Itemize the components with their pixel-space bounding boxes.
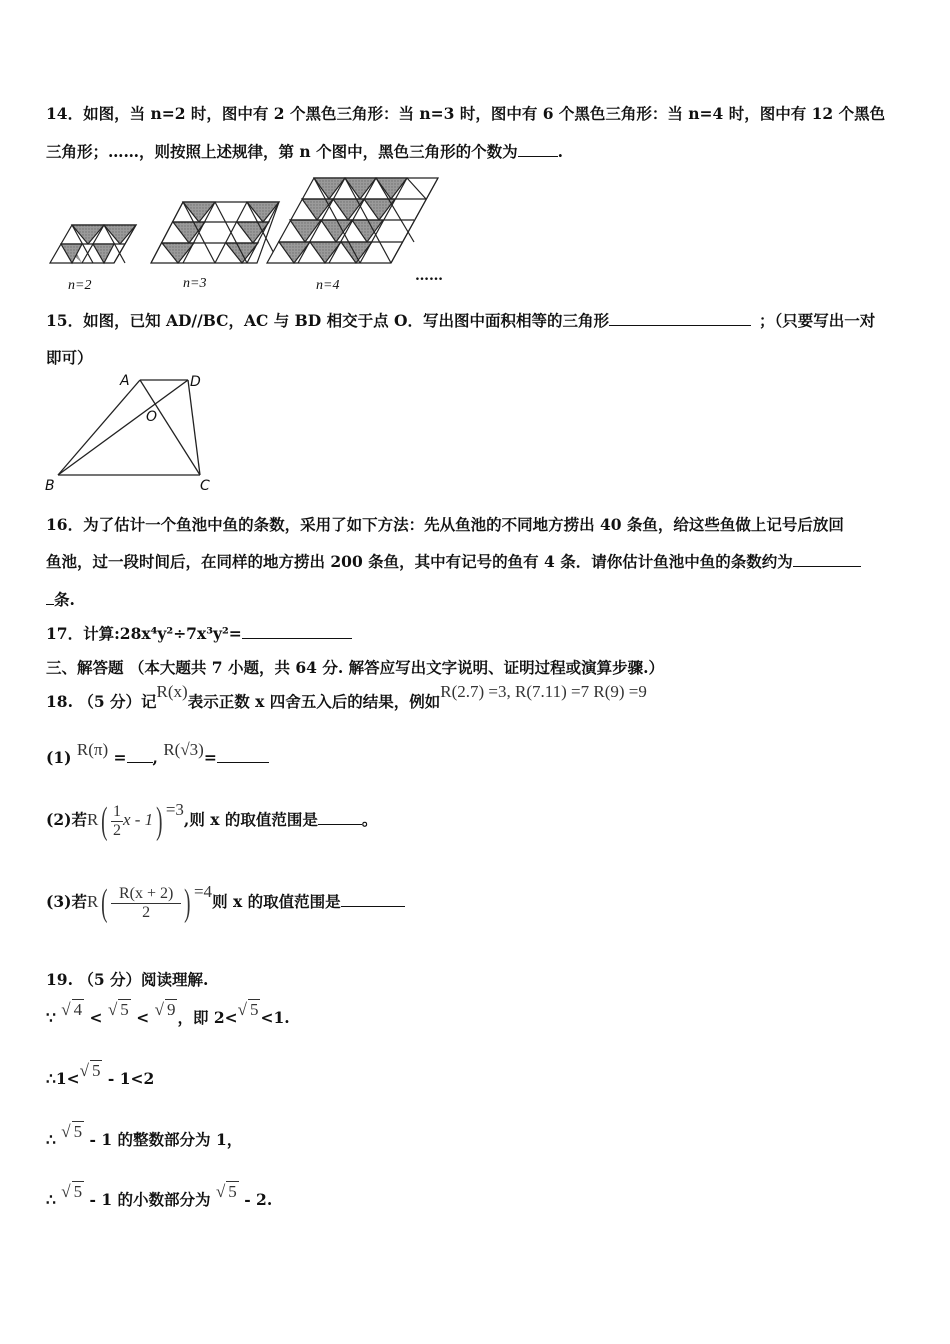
- figure-n4: [267, 178, 438, 263]
- q18-p2-x: x - 1: [122, 810, 154, 829]
- because-symbol: ∵: [46, 1008, 56, 1027]
- q17-expression: 28x⁴y²÷7x³y²=: [119, 624, 242, 643]
- q18-p2-blank: [318, 810, 362, 825]
- q18-p3-blank: [341, 892, 405, 907]
- q14-line-1: 14．如图，当 n=2 时，图中有 2 个黑色三角形：当 n=3 时，图中有 6 个黑色三角形：当 n=4 时，图中有 12 个黑色: [46, 104, 886, 123]
- sqrt-4: √ 4: [61, 1000, 83, 1019]
- sqrt-5-d-radicand: 5: [73, 1122, 83, 1141]
- q19-l4-end: - 2.: [244, 1190, 273, 1209]
- figure-ellipsis: ……: [415, 268, 443, 284]
- q19-l4-pre: ∴: [46, 1190, 56, 1209]
- q18-part-3: [46, 884, 405, 922]
- q16-answer-blank-b: [46, 590, 54, 605]
- sqrt-5-f: √ 5: [215, 1182, 237, 1201]
- q18-p3-R: R: [86, 892, 99, 911]
- q15-trapezoid-figure: [40, 370, 230, 495]
- q19-l2-end: - 1<2: [107, 1069, 155, 1088]
- left-paren: (: [101, 882, 108, 924]
- q14-answer-blank: [518, 142, 558, 157]
- q19-title: 19. （5 分）阅读理解.: [46, 970, 209, 989]
- q14-line-2-text: 三角形；……，则按照上述规律，第 n 个图中，黑色三角形的个数为: [46, 142, 518, 161]
- sqrt-9-radicand: 9: [166, 1000, 176, 1019]
- q19-line-3: [46, 1122, 243, 1150]
- q18-p3-eq: =4: [193, 882, 213, 901]
- sqrt-5-a: √ 5: [107, 1000, 129, 1019]
- right-paren: ): [156, 800, 163, 842]
- sqrt-5-b: √ 5: [237, 1000, 259, 1019]
- q19-l1-end: <1.: [260, 1008, 290, 1027]
- q14-triangle-figure: [46, 174, 466, 298]
- q18-prefix: 18. （5 分）记: [46, 692, 157, 711]
- q19-l1-mid: ，即 2<: [177, 1008, 238, 1027]
- q14-line-2: [46, 140, 563, 162]
- left-paren: (: [101, 800, 108, 842]
- q17-answer-blank: [242, 624, 352, 639]
- q18-p1-expr1: R(π): [76, 740, 109, 759]
- figure-n3: [151, 202, 279, 263]
- q15-line-1: [46, 309, 875, 331]
- q18-part-1: (1) R(π) = , R(√3)=: [46, 748, 269, 768]
- q18-p3-num: R(x + 2): [111, 885, 181, 904]
- q19-l3-end: - 1 的整数部分为 1，: [89, 1130, 243, 1149]
- q19-l4-mid: - 1 的小数部分为: [89, 1190, 211, 1209]
- point-A: A: [120, 373, 130, 389]
- label-n3: n=3: [183, 276, 207, 291]
- q19-l2-pre: ∴1<: [46, 1069, 80, 1088]
- q18-rx: R(x): [156, 682, 188, 701]
- q15-line-1b: ；（只要写出一对: [758, 311, 876, 330]
- q15-line-1a: 15．如图，已知 AD//BC，AC 与 BD 相交于点 O．写出图中面积相等的三角形: [46, 311, 609, 330]
- q18-p2-eq: =3: [165, 800, 184, 819]
- q18-p2-tail: ,则 x 的取值范围是: [183, 810, 318, 829]
- q18-part-2: [46, 802, 377, 840]
- q19-line-2: [46, 1061, 155, 1089]
- sqrt-5-e-radicand: 5: [73, 1182, 83, 1201]
- sqrt-5-a-radicand: 5: [120, 1000, 129, 1019]
- q19-line-1: [46, 1000, 290, 1028]
- q17-prefix: 17．计算:: [46, 624, 120, 643]
- q19-l3-pre: ∴: [46, 1130, 56, 1149]
- q16-line-2: [46, 550, 861, 572]
- sqrt-4-radicand: 4: [73, 1000, 83, 1019]
- q18-p1-blank-2: [217, 748, 269, 763]
- label-n2: n=2: [68, 278, 92, 293]
- q18-p1-eq1: =: [113, 748, 127, 767]
- right-paren: ): [184, 882, 191, 924]
- q18-p2-label: (2)若: [46, 810, 87, 829]
- q18-p3-den: 2: [142, 903, 151, 921]
- less-than-2: <: [136, 1008, 150, 1027]
- q18-p2-end: 。: [361, 810, 378, 829]
- q18-intro: [46, 682, 647, 712]
- q18-p3-fraction: [111, 885, 181, 922]
- section-3-heading: 三、解答题 （本大题共 7 小题，共 64 分. 解答应写出文字说明、证明过程或演算步骤.）: [46, 658, 665, 677]
- q16-line-1: 16．为了估计一个鱼池中鱼的条数，采用了如下方法：先从鱼池的不同地方捞出 40 条鱼，给这些鱼做上记号后放回: [46, 515, 844, 534]
- q18-p2-num: 1: [112, 802, 121, 820]
- sqrt-5-e: √ 5: [61, 1182, 83, 1201]
- q18-p3-label: (3)若: [46, 892, 87, 911]
- q17-line: [46, 622, 352, 644]
- sqrt-5-c-radicand: 5: [91, 1061, 101, 1080]
- sqrt-5-b-radicand: 5: [249, 1000, 259, 1019]
- q18-p1-expr2: R(√3): [163, 740, 204, 759]
- point-B: B: [45, 478, 55, 494]
- sqrt-5-f-radicand: 5: [228, 1182, 237, 1201]
- label-n4: n=4: [316, 278, 340, 293]
- q15-line-2: 即可）: [46, 348, 93, 367]
- q18-p1-label: (1): [46, 748, 72, 767]
- q18-mid: 表示正数 x 四舍五入后的结果，例如: [187, 692, 441, 711]
- q16-answer-blank-a: [793, 552, 861, 567]
- sqrt-5-c: √ 5: [79, 1061, 101, 1080]
- less-than-1: <: [89, 1008, 103, 1027]
- q18-p1-blank-1: [127, 748, 153, 763]
- q19-line-4: [46, 1182, 273, 1210]
- q15-answer-blank: [609, 311, 751, 326]
- q16-line-3-text: 条.: [54, 590, 75, 609]
- point-O: O: [146, 409, 158, 425]
- q18-example: R(2.7) =3, R(7.11) =7 R(9) =9: [440, 682, 647, 701]
- q14-line-2-end: .: [557, 142, 563, 161]
- q18-p1-eq2: =: [203, 748, 217, 767]
- q16-line-2-text: 鱼池，过一段时间后，在同样的地方捞出 200 条鱼，其中有记号的鱼有 4 条．请你估计鱼池中鱼的条数约为: [46, 552, 793, 571]
- q18-p2-R: R: [86, 810, 99, 829]
- q18-p3-tail: 则 x 的取值范围是: [212, 892, 341, 911]
- q16-line-3: [46, 588, 75, 610]
- sqrt-5-d: √ 5: [61, 1122, 83, 1141]
- q18-p2-den: 2: [112, 821, 121, 839]
- sqrt-9: √ 9: [154, 1000, 176, 1019]
- point-D: D: [190, 374, 201, 390]
- q18-p2-fraction: [111, 803, 123, 840]
- figure-n2: [50, 225, 136, 263]
- point-C: C: [200, 478, 210, 494]
